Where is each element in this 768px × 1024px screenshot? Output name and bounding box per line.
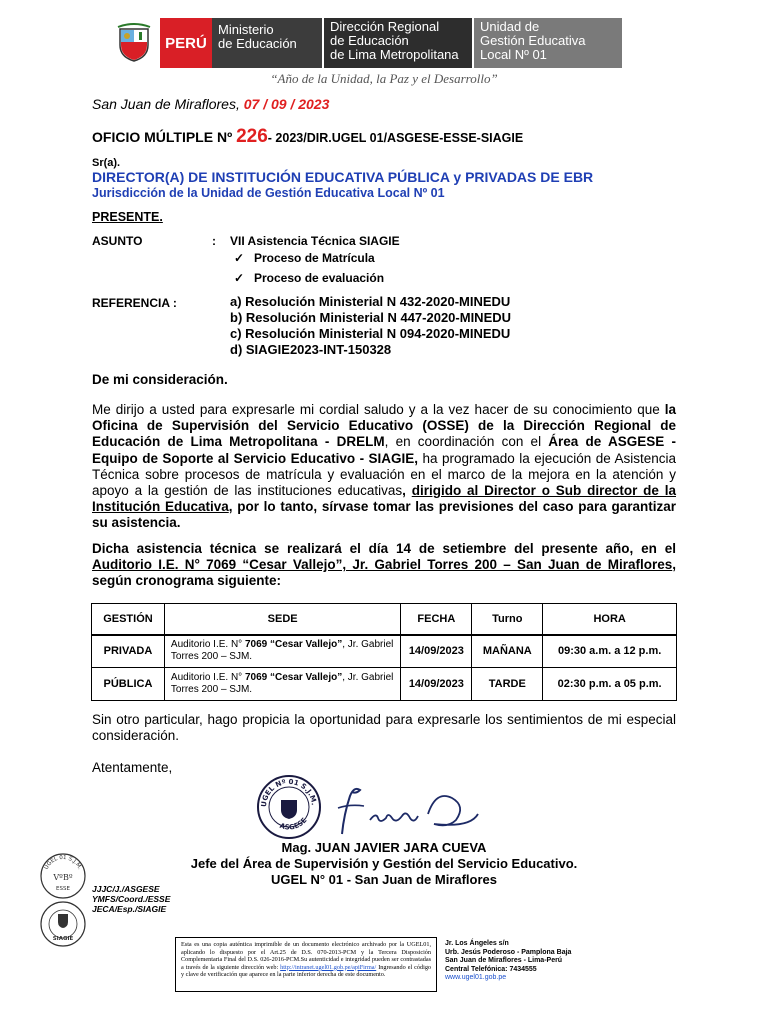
sede-bold: 7069 “Cesar Vallejo”: [244, 639, 343, 651]
address-line: San Juan de Miraflores - Lima-Perú: [445, 957, 563, 965]
dre-line-1: Dirección Regional: [330, 19, 440, 34]
greeting: De mi consideración.: [92, 372, 228, 387]
signatory-office: UGEL N° 01 - San Juan de Miraflores: [270, 872, 498, 887]
p1-text: , en coordinación con el: [384, 434, 549, 450]
signatory-name: Mag. JUAN JAVIER JARA CUEVA: [281, 840, 487, 855]
schedule-table: [91, 603, 677, 701]
ugel-line-2: Gestión Educativa: [480, 33, 586, 48]
p1-bold: la Oficina de Supervisión del Servicio Educativo (OSSE) de la Dirección Regional de Educación de Lima Metropolitana - DRELM: [92, 402, 676, 450]
initials-line: JECA/Esp./SIAGIE: [92, 904, 167, 914]
closing: Atentamente,: [92, 760, 173, 775]
cell-fecha: 14/09/2023: [401, 668, 472, 701]
ugel-line-3: Local Nº 01: [480, 47, 547, 62]
sede-text: , Jr. Gabriel Torres 200 – SJM.: [170, 639, 394, 663]
website-link[interactable]: www.ugel01.gob.pe: [445, 974, 507, 982]
body-paragraph-1: [92, 402, 676, 532]
recipient-line-1: DIRECTOR(A) DE INSTITUCIÓN EDUCATIVA PÚBLICA y PRIVADAS DE EBR: [92, 169, 594, 185]
ugel-label: [472, 18, 622, 68]
table-header-row: [92, 604, 677, 635]
initials-line: YMFS/Coord./ESSE: [92, 894, 171, 904]
asunto-item-label: Proceso de Matrícula: [254, 251, 375, 265]
ugel-seal-icon: [254, 772, 324, 842]
referencia-item: b) Resolución Ministerial N 447-2020-MINEDU: [230, 310, 512, 325]
cell-gestion: PRIVADA: [92, 635, 165, 668]
date-place: San Juan de Miraflores,: [92, 96, 240, 112]
verification-link[interactable]: http://intranet.ugel01.gob.pe/apiFirma/: [280, 963, 377, 971]
p2-text: Dicha asistencia técnica se realizará el día 14 de setiembre del presente año, en el: [92, 541, 676, 556]
siagie-stamp-text: SIAGIE: [52, 936, 74, 942]
cell-sede: [164, 668, 400, 701]
initials-line: JJJC/J./ASGESE: [92, 884, 160, 894]
contact-address: [445, 940, 571, 983]
body-paragraph-2: [92, 541, 676, 590]
vb-stamp-bottom: ESSE: [56, 886, 70, 892]
siagie-stamp-icon: [38, 900, 88, 948]
column-header: SEDE: [164, 604, 400, 635]
p2-text: , según cronograma siguiente:: [92, 557, 676, 589]
seal-top-text: UGEL Nº 01 S.J.M.: [259, 777, 318, 808]
disclaimer-text: Ingresando el código y clave de verificación que aparece en la parte inferior derecha de este documento.: [181, 963, 432, 979]
table-row: [92, 635, 677, 668]
p1-bold: , por lo tanto, sírvase tomar las previsiones del caso para garantizar su asistencia.: [92, 499, 676, 531]
ugel-line-1: Unidad de: [480, 19, 540, 34]
cell-hora: 09:30 a.m. a 12 p.m.: [543, 635, 677, 668]
salutation: Sr(a).: [92, 157, 121, 169]
signatory-block: [0, 840, 768, 888]
address-line: Urb. Jesús Poderoso - Pamplona Baja: [445, 948, 572, 956]
checkmark-icon: ✓: [234, 271, 245, 285]
recipient-line-2: Jurisdicción de la Unidad de Gestión Educativa Local Nº 01: [92, 186, 445, 200]
peru-label: PERÚ: [160, 18, 212, 68]
date-value: 07 / 09 / 2023: [243, 96, 330, 112]
presente-label: PRESENTE.: [92, 210, 163, 224]
seal-bottom-text: ASGESE: [278, 816, 309, 832]
asunto-item: [234, 271, 384, 285]
asunto-item-label: Proceso de evaluación: [254, 271, 385, 285]
initials-block: [92, 884, 170, 914]
referencia-list: [230, 294, 511, 358]
asunto-label: ASUNTO: [92, 234, 143, 248]
peru-coat-of-arms-icon: [108, 18, 160, 68]
dre-line-2: de Educación: [330, 33, 409, 48]
ministerio-line-1: Ministerio: [218, 22, 274, 37]
institution-header: [108, 18, 648, 68]
body-paragraph-3: Sin otro particular, hago propicia la oportunidad para expresarle los sentimientos de mi especial consideración.: [92, 712, 676, 744]
ministerio-line-2: de Educación: [218, 36, 297, 51]
column-header: GESTIÓN: [92, 604, 165, 635]
authenticity-disclaimer: [175, 937, 437, 992]
sede-text: , Jr. Gabriel Torres 200 – SJM.: [170, 672, 394, 695]
p1-bold: ,: [402, 483, 412, 499]
vb-stamp-top: UGEL 01 S.J.M.: [43, 854, 83, 871]
cell-turno: TARDE: [472, 668, 543, 701]
p1-text: ha programado la ejecución de Asistencia Técnica sobre procesos de matrícula y evaluación en el marco de la mejora en la atención y apoyo a la gestión de las instituciones educativas: [92, 450, 676, 499]
address-line: Jr. Los Ángeles s/n: [445, 940, 509, 947]
handwritten-signature: [330, 784, 480, 840]
sede-text: Auditorio I.E. N°: [170, 672, 245, 683]
dre-line-3: de Lima Metropolitana: [330, 47, 459, 62]
vb-stamp-middle: VºBº: [53, 873, 73, 882]
cell-turno: MAÑANA: [472, 635, 543, 668]
referencia-item: d) SIAGIE2023-INT-150328: [230, 342, 392, 357]
referencia-label: REFERENCIA :: [92, 296, 177, 310]
oficio-number: 226: [236, 126, 268, 147]
oficio-prefix: OFICIO MÚLTIPLE Nº: [92, 129, 233, 145]
referencia-item: a) Resolución Ministerial N 432-2020-MINEDU: [230, 294, 511, 309]
year-motto: “Año de la Unidad, la Paz y el Desarrollo”: [270, 71, 498, 86]
table-row: [92, 668, 677, 701]
cell-fecha: 14/09/2023: [401, 635, 472, 668]
cell-hora: 02:30 p.m. a 05 p.m.: [543, 668, 677, 701]
signatory-title: Jefe del Área de Supervisión y Gestión del Servicio Educativo.: [190, 856, 578, 871]
disclaimer-text: Esta es una copia auténtica imprimible de un documento electrónico archivado por la UGEL01, aplicando lo dispuesto por el Art.25 de D.S. 070-2013-PCM y la Tercera Disposición Complementaria Final del D.S. 026-2016-PCM.Su autenticidad e integridad pueden ser contrastadas a través de la siguiente dirección web:: [181, 941, 431, 971]
column-header: FECHA: [401, 604, 472, 635]
column-header: HORA: [543, 604, 677, 635]
sede-bold: 7069 “Cesar Vallejo”: [244, 672, 343, 683]
ministerio-label: [212, 18, 322, 68]
asunto-item: [234, 251, 375, 265]
asunto-colon: :: [212, 234, 216, 248]
oficio-title: [92, 126, 523, 148]
referencia-item: c) Resolución Ministerial N 094-2020-MINEDU: [230, 326, 511, 341]
dre-label: [322, 18, 472, 68]
oficio-suffix: - 2023/DIR.UGEL 01/ASGESE-ESSE-SIAGIE: [267, 131, 524, 145]
document-date: [92, 96, 329, 112]
cell-gestion: PÚBLICA: [92, 668, 165, 701]
column-header: Turno: [472, 604, 543, 635]
p1-underlined: dirigido al Director o Sub director de la Institución Educativa: [92, 483, 676, 515]
visto-bueno-stamp-icon: [38, 852, 88, 900]
checkmark-icon: ✓: [234, 251, 245, 265]
p1-text: Me dirijo a usted para expresarle mi cordial saludo y a la vez hacer de su conocimiento que: [92, 402, 665, 417]
address-phone: Central Telefónica: 7434555: [445, 965, 537, 973]
p1-bold: Área de ASGESE - Equipo de Soporte al Servicio Educativo - SIAGIE,: [92, 434, 676, 466]
cell-sede: [164, 635, 400, 668]
asunto-value: VII Asistencia Técnica SIAGIE: [230, 234, 400, 248]
p2-underlined: Auditorio I.E. N° 7069 “Cesar Vallejo”, Jr. Gabriel Torres 200 – San Juan de Miraflores: [92, 557, 673, 573]
sede-text: Auditorio I.E. N°: [170, 639, 245, 651]
